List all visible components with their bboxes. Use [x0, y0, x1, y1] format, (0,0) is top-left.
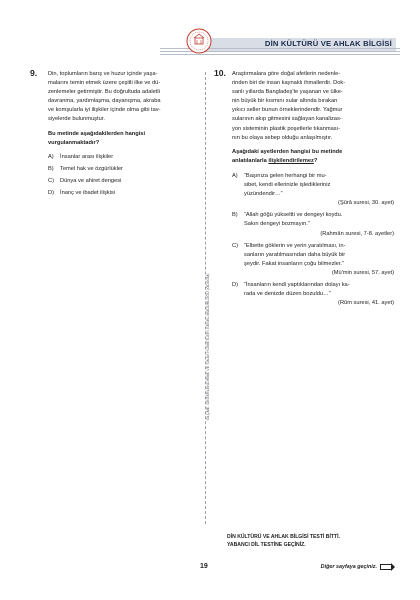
next-page-hint: Diğer sayfaya geçiniz.	[321, 564, 392, 570]
verse-source: (Rahmân suresi, 7-8. ayetler)	[320, 230, 394, 237]
question-stem: Araştırmalara göre doğal afetlerin nedenle- rinden biri de insan kaynaklı ihmallerdir. Dok- sanlı yıllarda Bangladeş'te yaşanan ve ülke- nin büyük bir kısmını sular altında bırakan yıkıcı seller bunun örneklerindendir. Yağmur sularının akıp gitmesini sağlayan kanalizas- yon sisteminin plastik poşetlerle tıkanması- nın bu olaya sebep olduğu anlaşılmıştır.	[232, 71, 346, 141]
side-text: ÖLÇME, DEĞERLENDİRME VE SINAV HİZMETLERİ GENEL MÜDÜRLÜĞÜ (ÖDSGM)	[206, 273, 210, 420]
test-end-note: DİN KÜLTÜRÜ VE AHLAK BİLGİSİ TESTİ BİTTİ. YABANCI DİL TESTİNE GEÇİNİZ.	[227, 534, 340, 549]
option-d[interactable]: D) “İnsanların kendi yaptıklarından dolayı ka- rada ve denizde düzen bozuldu…” (Rûm suresi, 41. ayet)	[232, 281, 394, 308]
negation-emphasis: ilişkilendirilemez	[268, 157, 314, 164]
option-d[interactable]: D) İnanç ve ibadet ilişkisi	[48, 190, 116, 197]
question-stem: Din, toplumların barış ve huzur içinde yaşa- malarını temin etmek üzere çeşitli ilke ve dü- zenlemeler getirmiştir. Bu doğrultuda adaletli davranma, yardımlaşma, dayanışma, akraba ve komşularla iyi ilişkiler içinde olma gibi tav- siyelerde bulunmuştur.	[48, 71, 161, 123]
subject-title: DİN KÜLTÜRÜ VE AHLAK BİLGİSİ	[264, 39, 392, 48]
verse-source: (Mü'min suresi, 57. ayet)	[331, 269, 394, 276]
next-page-arrow-icon	[380, 564, 392, 570]
question-prompt: Bu metinde aşağıdakilerden hangisi vurgulanmaktadır?	[48, 130, 146, 146]
answer-options	[232, 172, 394, 308]
option-b[interactable]: B) Temel hak ve özgürlükler	[48, 165, 123, 172]
answer-options	[48, 153, 206, 198]
question-prompt: Aşağıdaki ayetlerden hangisi bu metinde anlatılanlarla ilişkilendirilemez?	[232, 148, 343, 164]
verse-source: (Rûm suresi, 41. ayet)	[338, 300, 394, 307]
option-c[interactable]: C) Dünya ve ahiret dengesi	[48, 177, 122, 184]
question-number: 10.	[214, 68, 226, 78]
option-a[interactable]: A) İnsanlar arası ilişkiler	[48, 153, 114, 160]
option-a[interactable]: A) “Başınıza gelen herhangi bir mu- sibet, kendi ellerinizle işledikleriniz yüzündendir…” (Şûrâ suresi, 30. ayet)	[232, 172, 394, 208]
verse-source: (Şûrâ suresi, 30. ayet)	[338, 200, 394, 207]
ministry-seal-icon	[186, 28, 212, 54]
option-c[interactable]: C) “Elbette göklerin ve yerin yaratılması, in- sanların yaratılmasından daha büyük bir şeydir. Fakat insanların çoğu bilmezler.” (Mü'min suresi, 57. ayet)	[232, 242, 394, 278]
option-b[interactable]: B) “Allah göğü yükseltti ve dengeyi koydu. Sakın dengeyi bozmayın.” (Rahmân suresi, 7-8. ayetler)	[232, 211, 394, 238]
page-number: 19	[200, 563, 208, 570]
question-number: 9.	[30, 68, 38, 78]
